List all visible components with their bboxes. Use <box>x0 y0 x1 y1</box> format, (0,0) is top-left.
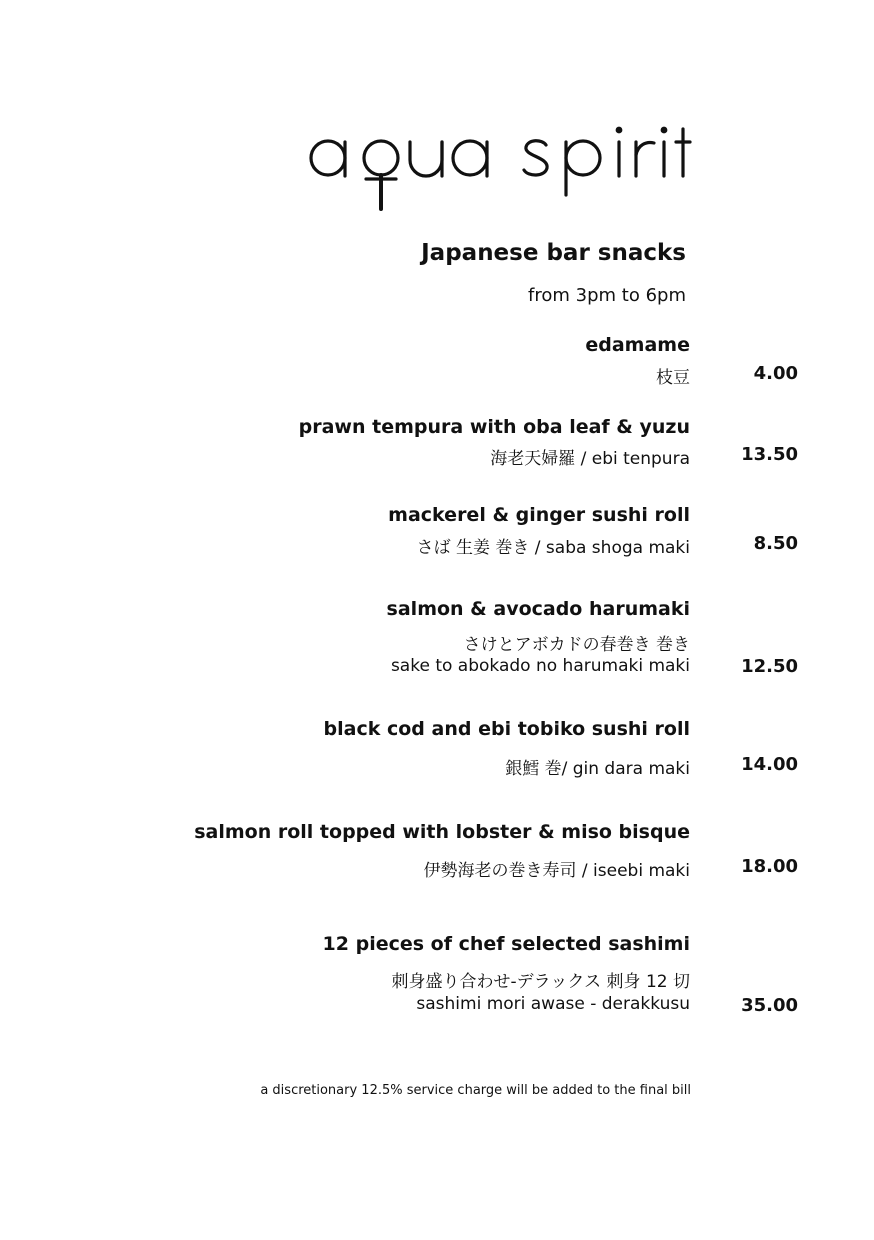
menu-item-subtitle: 枝豆 <box>656 368 690 388</box>
menu-title: Japanese bar snacks <box>421 240 686 266</box>
menu-item-price: 4.00 <box>753 363 798 384</box>
menu-item-price: 18.00 <box>741 856 798 877</box>
menu-item-subtitle: 銀鱈 巻/ gin dara maki <box>505 759 690 779</box>
menu-item-name: 12 pieces of chef selected sashimi <box>322 933 690 955</box>
menu-item-subtitle: 海老天婦羅 / ebi tenpura <box>490 449 690 469</box>
menu-item-name: edamame <box>585 334 690 356</box>
menu-item-name: prawn tempura with oba leaf & yuzu <box>298 416 690 438</box>
menu-item-name: black cod and ebi tobiko sushi roll <box>323 718 690 740</box>
menu-item-romanized: sake to abokado no harumaki maki <box>390 656 690 676</box>
menu-hours: from 3pm to 6pm <box>528 285 686 306</box>
menu-item-subtitle: さけとアボカドの春巻き 巻き <box>463 635 690 655</box>
menu-item-name: salmon & avocado harumaki <box>386 598 690 620</box>
service-charge-note: a discretionary 12.5% service charge will be added to the final bill <box>260 1083 691 1098</box>
menu-item-subtitle: 刺身盛り合わせ-デラックス 刺身 12 切 <box>391 972 690 992</box>
menu-item-romanized: sashimi mori awase - derakkusu <box>416 994 690 1014</box>
menu-item-price: 35.00 <box>741 995 798 1016</box>
menu-item-price: 8.50 <box>753 533 798 554</box>
menu-item-price: 14.00 <box>741 754 798 775</box>
menu-item-name: salmon roll topped with lobster & miso bisque <box>194 821 690 843</box>
menu-item-price: 12.50 <box>741 656 798 677</box>
menu-item-price: 13.50 <box>741 444 798 465</box>
aqua-spirit-logo <box>306 115 692 215</box>
menu-item-subtitle: さば 生姜 巻き / saba shoga maki <box>416 538 690 558</box>
menu-item-subtitle: 伊勢海老の巻き寿司 / iseebi maki <box>423 861 690 881</box>
menu-item-name: mackerel & ginger sushi roll <box>388 504 690 526</box>
